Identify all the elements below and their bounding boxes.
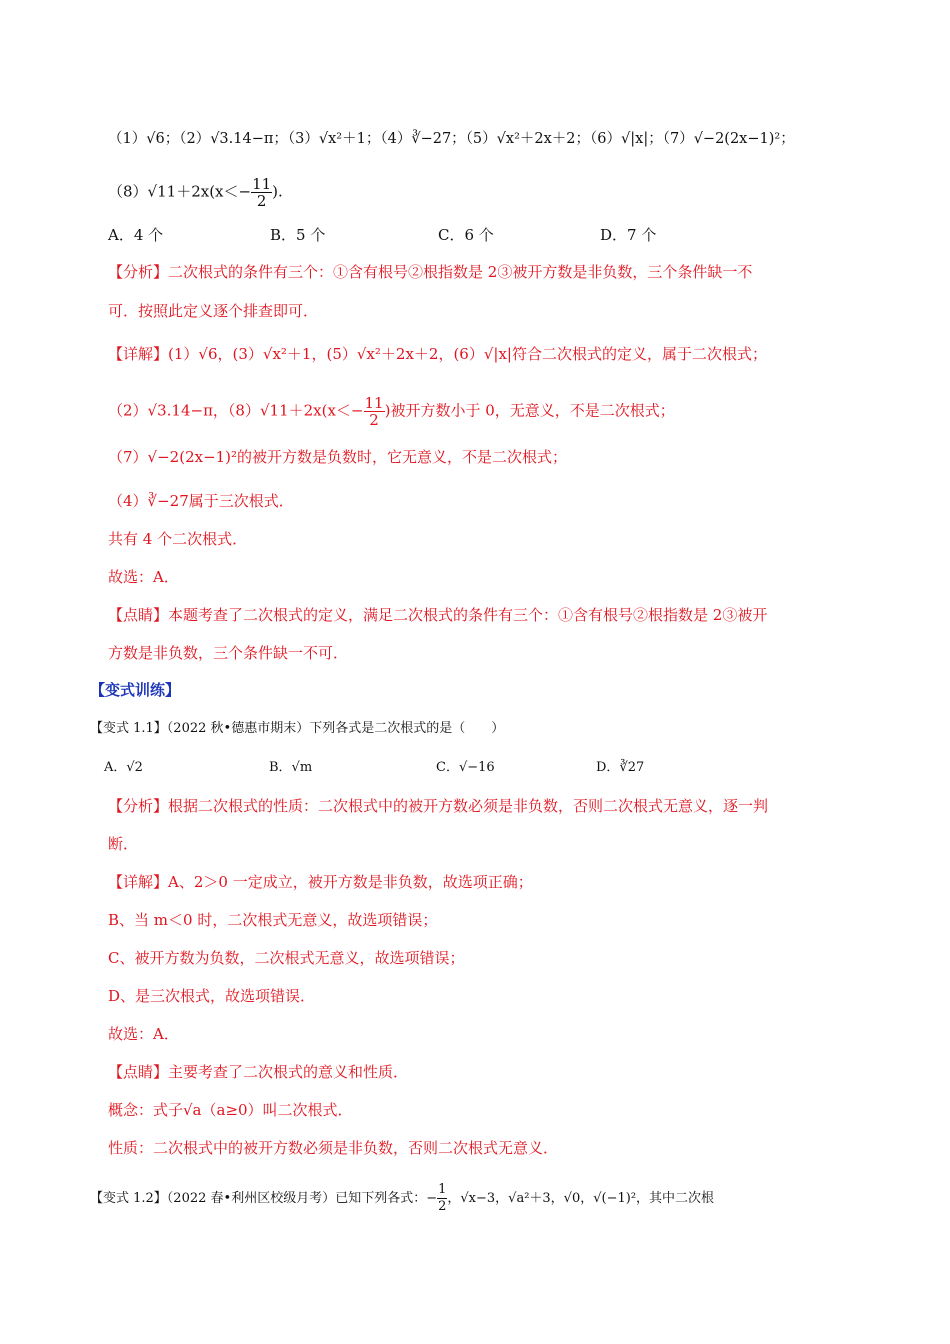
detail-line-2-text: )被开方数小于 0，无意义，不是二次根式； xyxy=(384,401,675,420)
expr-5: √x²＋2x＋2； xyxy=(496,131,591,147)
v11-option-d: D．∛27 xyxy=(596,760,645,775)
detail-line-5: 共有 4 个二次根式． xyxy=(108,530,248,548)
expr-3: √x²＋1； xyxy=(318,131,381,147)
expr-6: √|x|； xyxy=(621,131,663,147)
expr-8-post: ). xyxy=(272,182,283,201)
detail-line-1 xyxy=(108,343,767,365)
question-items-line-2 xyxy=(108,176,283,209)
expr-7: √−2(2x−1)²； xyxy=(693,131,795,147)
analysis-line-1: 【分析】二次根式的条件有三个：①含有根号②根指数是 2③被开方数是非负数，三个条件缺一不 xyxy=(108,263,753,281)
expr-2: √3.14−π； xyxy=(210,131,288,147)
v12-fraction-numerator: 1 xyxy=(438,1182,447,1197)
item-index-2: （2） xyxy=(179,131,211,147)
v11-answer: 故选：A． xyxy=(108,1025,179,1043)
detail-line-1-math: √6，(3）√x²＋1，(5）√x²＋2x＋2，(6）√|x| xyxy=(198,345,512,363)
question-items-line-1 xyxy=(108,128,795,150)
v11-concept: 概念：式子√a（a≥0）叫二次根式． xyxy=(108,1101,353,1119)
v12-title-post: ，√x−3，√a²＋3，√0，√(−1)²，其中二次根 xyxy=(447,1191,715,1206)
v11-analysis-line-1: 【分析】根据二次根式的性质：二次根式中的被开方数必须是非负数，否则二次根式无意义，逐一判 xyxy=(108,797,769,815)
fraction-numerator: 11 xyxy=(252,175,272,193)
detail-line-2-math: （2）√3.14−π，（8）√11＋2x(x＜− xyxy=(108,401,364,420)
v12-title-pre: 【变式 1.2】（2022 春•利州区校级月考）已知下列各式：− xyxy=(90,1191,438,1206)
detail-answer: 故选：A． xyxy=(108,568,179,586)
item-index-6: （6） xyxy=(590,131,622,147)
v11-option-c: C．√−16 xyxy=(436,760,495,775)
option-b: B．5 个 xyxy=(270,226,326,244)
item-index-5: （5） xyxy=(465,131,497,147)
item-index-7: （7） xyxy=(662,131,694,147)
variant-1-2-title xyxy=(90,1182,714,1215)
analysis-line-2: 可．按照此定义逐个排查即可． xyxy=(108,302,319,320)
v12-fraction xyxy=(437,1182,447,1215)
option-c: C．6 个 xyxy=(438,226,494,244)
item-index-3: （3） xyxy=(287,131,319,147)
option-a: A．4 个 xyxy=(108,226,164,244)
detail-line-4: （4）∛−27属于三次根式． xyxy=(108,492,294,510)
detail-label: 【详解】(1） xyxy=(108,345,199,363)
fraction-denominator: 2 xyxy=(256,192,267,210)
detail-line-2 xyxy=(108,395,675,428)
v12-fraction-denominator: 2 xyxy=(438,1199,447,1214)
option-d: D．7 个 xyxy=(600,226,657,244)
variant-1-1-title: 【变式 1.1】（2022 秋•德惠市期末）下列各式是二次根式的是（ ） xyxy=(90,721,505,736)
detail-line-3-math: （7）√−2(2x−1)² xyxy=(108,448,238,466)
v11-detail-line-4: D、是三次根式，故选项错误． xyxy=(108,987,316,1005)
detail-fraction-denominator: 2 xyxy=(369,411,379,429)
expr-8-pre: √11＋2x(x＜− xyxy=(147,182,252,201)
detail-line-3 xyxy=(108,446,567,468)
v11-analysis-line-2: 断． xyxy=(108,835,139,853)
v11-detail-line-2: B、当 m＜0 时，二次根式无意义，故选项错误； xyxy=(108,911,438,929)
variant-1-1-options xyxy=(104,757,644,779)
v11-detail-line-1: 【详解】A、2＞0 一定成立，被开方数是非负数，故选项正确； xyxy=(108,873,533,891)
v11-option-a: A．√2 xyxy=(104,760,143,775)
detail-fraction-numerator: 11 xyxy=(364,394,384,412)
detail-line-1-text: 符合二次根式的定义，属于二次根式； xyxy=(511,345,767,363)
v11-detail-line-3: C、被开方数为负数，二次根式无意义，故选项错误； xyxy=(108,949,465,967)
item-index-1: （1） xyxy=(108,131,147,147)
comment-line-2: 方数是非负数，三个条件缺一不可． xyxy=(108,644,349,662)
answer-options xyxy=(108,224,656,246)
v11-option-b: B．√m xyxy=(269,760,313,775)
comment-line-1: 【点睛】本题考查了二次根式的定义，满足二次根式的条件有三个：①含有根号②根指数是 2③被开 xyxy=(108,606,768,624)
item-index-4: （4） xyxy=(380,131,412,147)
expr-4: ∛−27； xyxy=(411,131,466,147)
detail-fraction xyxy=(364,395,385,428)
section-title: 【变式训练】 xyxy=(90,681,181,699)
fraction-11-2 xyxy=(251,176,272,209)
v11-property: 性质：二次根式中的被开方数必须是非负数，否则二次根式无意义． xyxy=(108,1139,559,1157)
detail-line-3-text: 的被开方数是负数时，它无意义，不是二次根式； xyxy=(237,448,568,466)
expr-1: √6； xyxy=(146,131,180,147)
item-index-8: （8） xyxy=(108,182,148,201)
v11-comment: 【点睛】主要考查了二次根式的意义和性质． xyxy=(108,1063,409,1081)
